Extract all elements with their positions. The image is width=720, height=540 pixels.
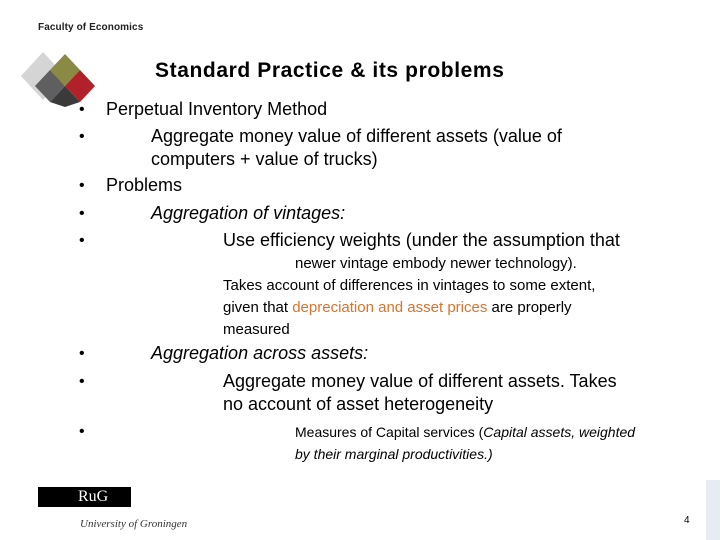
bullet-dot: • xyxy=(79,373,85,390)
bullet-vintages: Aggregation of vintages: xyxy=(151,203,346,223)
bullet-dot: • xyxy=(79,101,85,118)
aggregate-money-line2: no account of asset heterogeneity xyxy=(223,394,494,414)
bullet-aggregate-line1: Aggregate money value of different assets (value of xyxy=(151,126,562,146)
aggregate-money-line1: Aggregate money value of different assets. Takes xyxy=(223,371,617,391)
slide-title: Standard Practice & its problems xyxy=(155,59,505,82)
bullet-across-assets: Aggregation across assets: xyxy=(151,343,369,363)
university-name: University of Groningen xyxy=(80,518,188,530)
efficiency-weights-line5: measured xyxy=(223,321,290,338)
faculty-diamond-logo-icon xyxy=(18,49,98,109)
efficiency-weights-line1 xyxy=(223,230,620,251)
bullet-dot: • xyxy=(79,128,85,145)
highlight-depreciation: depreciation and asset prices xyxy=(292,299,488,316)
page-corner-bar xyxy=(706,480,720,540)
bullet-dot: • xyxy=(79,345,85,362)
bullet-dot: • xyxy=(79,205,85,222)
efficiency-weights-line2: newer vintage embody newer technology). xyxy=(295,255,577,272)
bullet-dot: • xyxy=(79,423,85,440)
bullet-dot: • xyxy=(79,177,85,194)
rug-logo-text: RuG xyxy=(78,488,109,505)
capital-services-prefix: Measures of Capital services ( xyxy=(295,424,484,440)
line4-prefix: given that xyxy=(223,299,293,316)
efficiency-weights-line3: Takes account of differences in vintages to some extent, xyxy=(223,277,596,294)
capital-services-line2: by their marginal productivities.) xyxy=(295,446,493,462)
capital-services-italic: Capital assets, weighted xyxy=(483,424,636,440)
line4-suffix: are properly xyxy=(487,299,572,316)
bullet-aggregate-line2: computers + value of trucks) xyxy=(151,149,378,169)
capital-services-line1 xyxy=(295,424,635,440)
page-number: 4 xyxy=(684,515,690,526)
efficiency-weights-line4 xyxy=(223,299,572,316)
faculty-name: Faculty of Economics xyxy=(38,22,144,33)
bullet-perpetual-inventory: Perpetual Inventory Method xyxy=(106,99,328,119)
bullet-problems: Problems xyxy=(106,175,183,195)
bullet-dot: • xyxy=(79,232,85,249)
efficiency-weights-text: Use efficiency weights (under the assumption that xyxy=(223,230,620,250)
